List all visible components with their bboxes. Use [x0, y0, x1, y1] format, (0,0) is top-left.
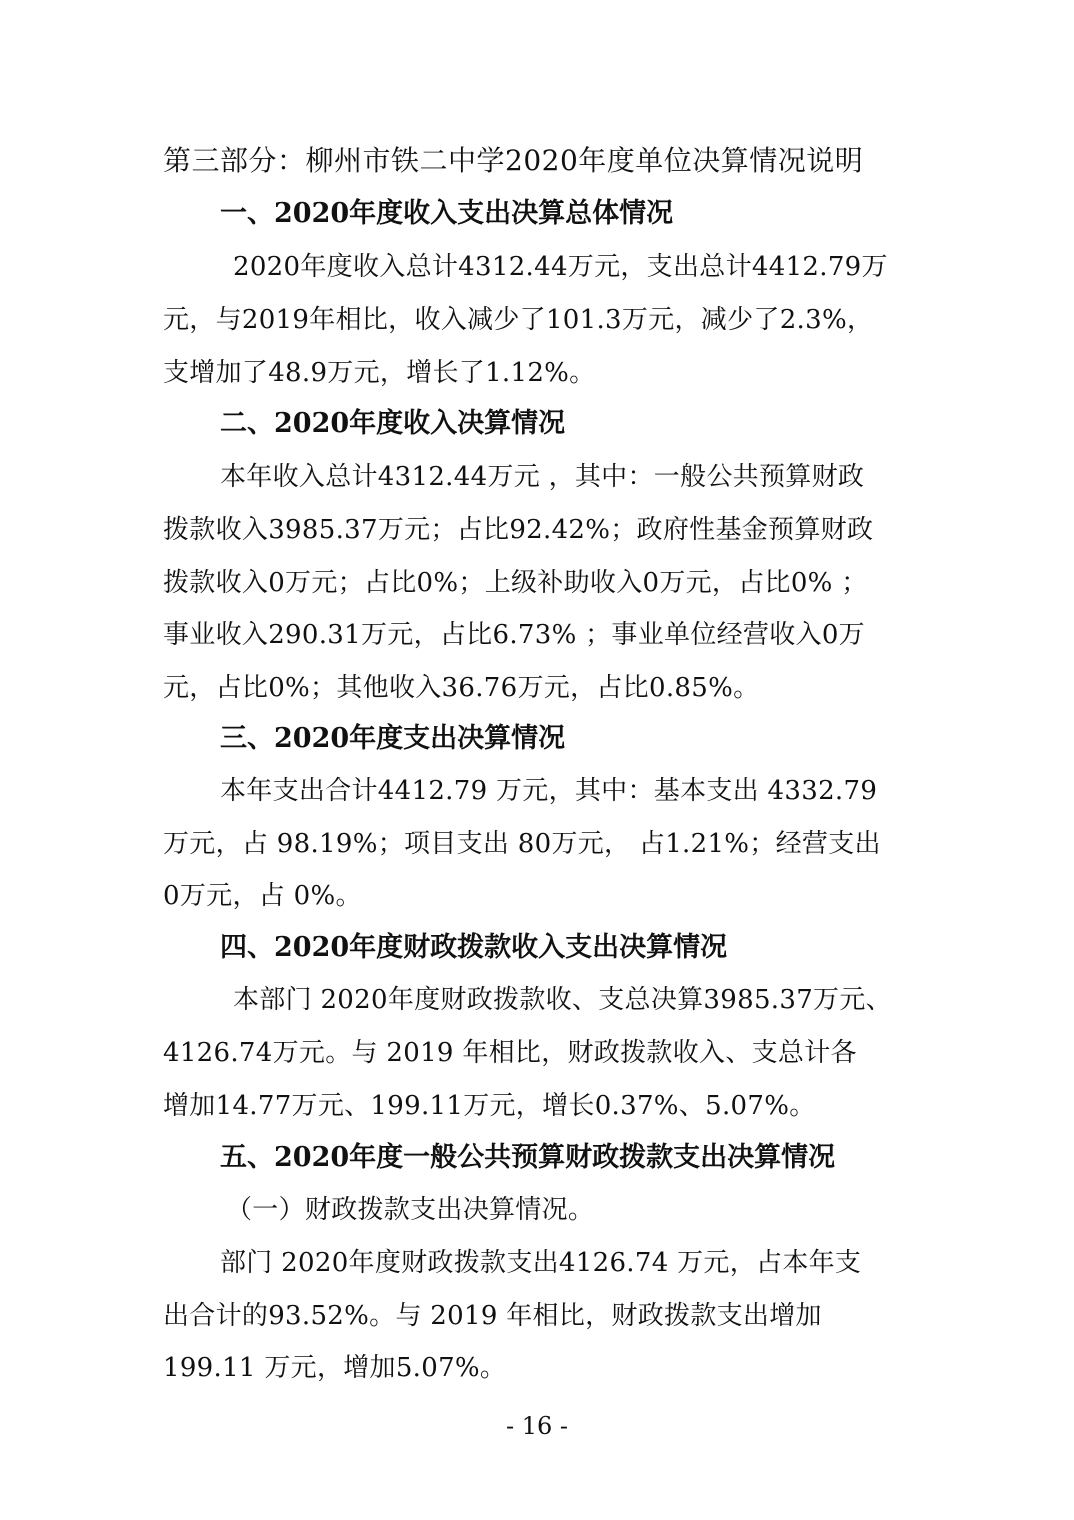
section-heading-5: 五、2020年度一般公共预算财政拨款支出决算情况 — [220, 1142, 836, 1173]
paragraph-line: 本年收入总计4312.44万元 ，其中：一般公共预算财政 — [220, 462, 865, 492]
section-heading-3: 三、2020年度支出决算情况 — [220, 723, 566, 754]
part-title: 第三部分：柳州市铁二中学2020年度单位决算情况说明 — [163, 144, 864, 177]
paragraph-line: 万元，占 98.19%；项目支出 80万元， 占1.21%；经营支出 — [163, 829, 881, 859]
section-heading-1: 一、2020年度收入支出决算总体情况 — [220, 198, 674, 229]
paragraph-line: 0万元，占 0%。 — [163, 881, 362, 911]
paragraph-line: 本年支出合计4412.79 万元，其中：基本支出 4332.79 — [220, 776, 878, 806]
paragraph-line: 2020年度收入总计4312.44万元，支出总计4412.79万 — [233, 252, 888, 282]
paragraph-line: 部门 2020年度财政拨款支出4126.74 万元，占本年支 — [220, 1248, 862, 1278]
paragraph-line: 增加14.77万元、199.11万元，增长0.37%、5.07%。 — [163, 1091, 816, 1121]
paragraph-line: 本部门 2020年度财政拨款收、支总决算3985.37万元、 — [233, 985, 892, 1015]
paragraph-line: 出合计的93.52%。与 2019 年相比，财政拨款支出增加 — [163, 1301, 822, 1331]
paragraph-line: 元，与2019年相比，收入减少了101.3万元，减少了2.3%， — [163, 305, 874, 335]
paragraph-line: 199.11 万元，增加5.07%。 — [163, 1353, 507, 1383]
paragraph-line: 拨款收入3985.37万元；占比92.42%；政府性基金预算财政 — [163, 515, 874, 545]
section-heading-4: 四、2020年度财政拨款收入支出决算情况 — [220, 932, 728, 963]
paragraph-line: 元，占比0%；其他收入36.76万元，占比0.85%。 — [163, 673, 760, 703]
paragraph-line: 4126.74万元。与 2019 年相比，财政拨款收入、支总计各 — [163, 1038, 857, 1068]
section-heading-2: 二、2020年度收入决算情况 — [220, 408, 566, 439]
paragraph-line: 拨款收入0万元；占比0%；上级补助收入0万元，占比0% ； — [163, 568, 868, 598]
subsection-heading: （一）财政拨款支出决算情况。 — [226, 1195, 595, 1225]
page-number: - 16 - — [505, 1412, 568, 1440]
paragraph-line: 事业收入290.31万元，占比6.73% ；事业单位经营收入0万 — [163, 620, 865, 650]
paragraph-line: 支增加了48.9万元，增长了1.12%。 — [163, 358, 596, 388]
